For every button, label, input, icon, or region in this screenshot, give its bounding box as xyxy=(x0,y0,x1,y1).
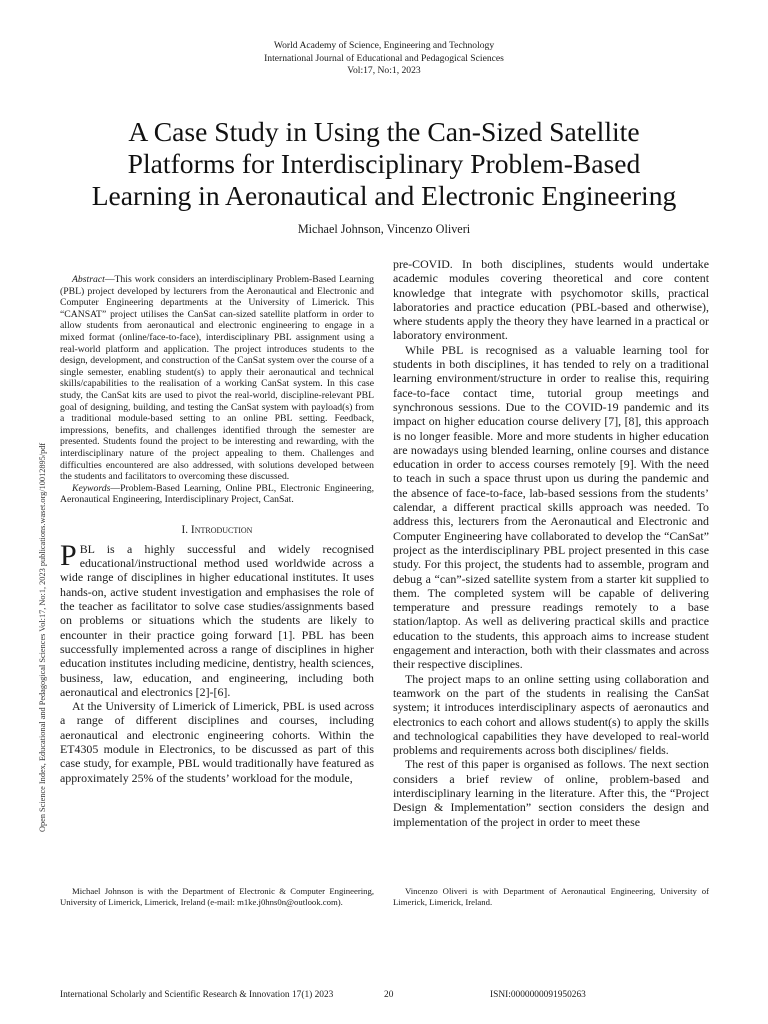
right-paragraph-3: The project maps to an online setting using collaboration and teamwork on the part of the students in realising the CanSat system; it introduces interdisciplinary aspects of aeronautics and electronics to each cohort and allows student(s) to apply the skills and technological capabilities they have developed to real-world problems and requirements across both disciplines/ fields. xyxy=(393,671,709,758)
footnote-author-1: Michael Johnson is with the Department of Electronic & Computer Engineering, University of Limerick, Limerick, Ireland (e-mail: m1ke.j0hns0n@outlook.com). xyxy=(60,886,374,907)
left-column xyxy=(60,274,374,785)
right-paragraph-4: The rest of this paper is organised as follows. The next section considers a brief review of online, problem-based and interdisciplinary learning in the literature. After this, the “Project Design & Implementation” section considers the design and implementation of the project in order to meet these xyxy=(393,757,709,829)
title-line-1: A Case Study in Using the Can-Sized Satellite xyxy=(128,116,640,147)
right-column xyxy=(393,257,709,829)
section-heading-introduction: I. Introduction xyxy=(181,523,253,536)
authors: Michael Johnson, Vincenzo Oliveri xyxy=(297,222,471,236)
intro-paragraph-1: BL is a highly successful and widely recognised educational/instructional method used worldwide across a wide range of disciplines in higher educational institutes. It uses hands-on, active student investigation and emphasises the role of the teacher as facilitator to solve case studies/assignments based on problems or situations which the students are likely to encounter in their practice going forward [1]. PBL has been successfully implemented across a range of disciplines in higher education institutes including medicine, dentistry, health sciences, business, law, education, and engineering, including both aeronautical and electronics [2]-[6]. xyxy=(60,541,374,699)
journal-volume: Vol:17, No:1, 2023 xyxy=(347,65,421,76)
right-paragraph-1: pre-COVID. In both disciplines, students would undertake academic modules covering theoretical and core content knowledge that integrate with psychomotor skills, practical laboratories and practice education (PBL-based and otherwise), where students apply the theory they have learned in a practical or laboratory environment. xyxy=(393,257,709,343)
intro-paragraph-2: At the University of Limerick of Limerick, PBL is used across a range of different disciplines and courses, including aeronautical and electronic engineering cohorts. Within the ET4305 module in Electronics, to be discussed as part of this case study, for example, PBL would traditionally have featured as approximately 25% of the students’ workload for the module, xyxy=(60,699,374,785)
keywords-label: Keywords xyxy=(72,482,111,494)
abstract-label: Abstract xyxy=(72,274,105,285)
title-line-3: Learning in Aeronautical and Electronic Engineering xyxy=(91,180,677,211)
journal-org: World Academy of Science, Engineering and Technology xyxy=(273,40,495,51)
footnote-author-2: Vincenzo Oliveri is with Department of Aeronautical Engineering, University of Limerick, Limerick, Ireland. xyxy=(393,886,709,907)
abstract xyxy=(60,274,374,506)
drop-cap: P xyxy=(60,538,77,572)
intro-body xyxy=(60,538,374,785)
page-number: 20 xyxy=(384,990,394,1000)
paper-title xyxy=(0,116,768,212)
abstract-text: —This work considers an interdisciplinary Problem-Based Learning (PBL) project developed by lecturers from the Aeronautical and Electronic and Computer Engineering departments at the University of Limerick. This “CANSAT” project utilises the CanSat can-sized satellite platform in order to allow students from aeronautical and electronic engineering to engage in a mixed format (online/face-to-face), interdisciplinary PBL assignment using a real-world platform and application. The project introduces students to the design, development, and construction of the CanSat system over the course of a single semester, enabling student(s) to apply their aeronautical and technical skills/capabilities to the realisation of a working CanSat system. In this case study, the CanSat kits are used to pivot the real-world, discipline-relevant PBL goal of designing, building, and testing the CanSat system with payload(s) from a traditional module-based setting to an online PBL setting. Feedback, impressions, benefits, and challenges identified through the semester are presented. Students found the project to be interesting and rewarding, with the interdisciplinary nature of the project appealing to them. Challenges and difficulties encountered are also addressed, with solutions developed between the students and facilitators to overcoming these discussed. xyxy=(60,274,374,483)
footer-publisher: International Scholarly and Scientific Research & Innovation 17(1) 2023 xyxy=(60,990,334,1000)
footer-isni: ISNI:0000000091950263 xyxy=(490,990,586,1000)
side-watermark: Open Science Index, Educational and Pedagogical Sciences Vol:17, No:1, 2023 publications.waset.org/10012895/pdf xyxy=(38,442,47,832)
title-line-2: Platforms for Interdisciplinary Problem-Based xyxy=(127,148,641,179)
right-paragraph-2: While PBL is recognised as a valuable learning tool for students in both disciplines, it has tended to rely on a traditional learning environment/structure in order to realise this, requiring face-to-face contact time, tutorial group meetings and synchronous sessions. Due to the COVID-19 pandemic and its impact on higher education course delivery [7], [8], this approach is no longer feasible. More and more students in higher education are nowadays using blended learning, online courses and distance education in order to access courses remotely [9]. With the need to teach in such a space thrust upon us during the pandemic and the absence of face-to-face, lab-based sessions from the students’ calendar, a different practical skills approach was needed. To address this, lecturers from the Aeronautical and Electronic and Computer Engineering have collaborated to develop the “CanSat” project as the interdisciplinary PBL project presented in this case study. For this project, the students had to assemble, program and debug a “can”-sized satellite system from a starter kit supplied to them. The completed system will be capable of delivering temperature and pressure readings remotely to a base station/laptop. As well as delivering practical skills and practice education to the students, this approach aims to increase student engagement and interaction, both with their classmates and across their respective disciplines. xyxy=(393,342,709,672)
journal-name: International Journal of Educational and Pedagogical Sciences xyxy=(264,52,504,64)
keywords-text: —Problem-Based Learning, Online PBL, Electronic Engineering, Aeronautical Engineering, Interdisciplinary Project, CanSat. xyxy=(60,482,374,506)
